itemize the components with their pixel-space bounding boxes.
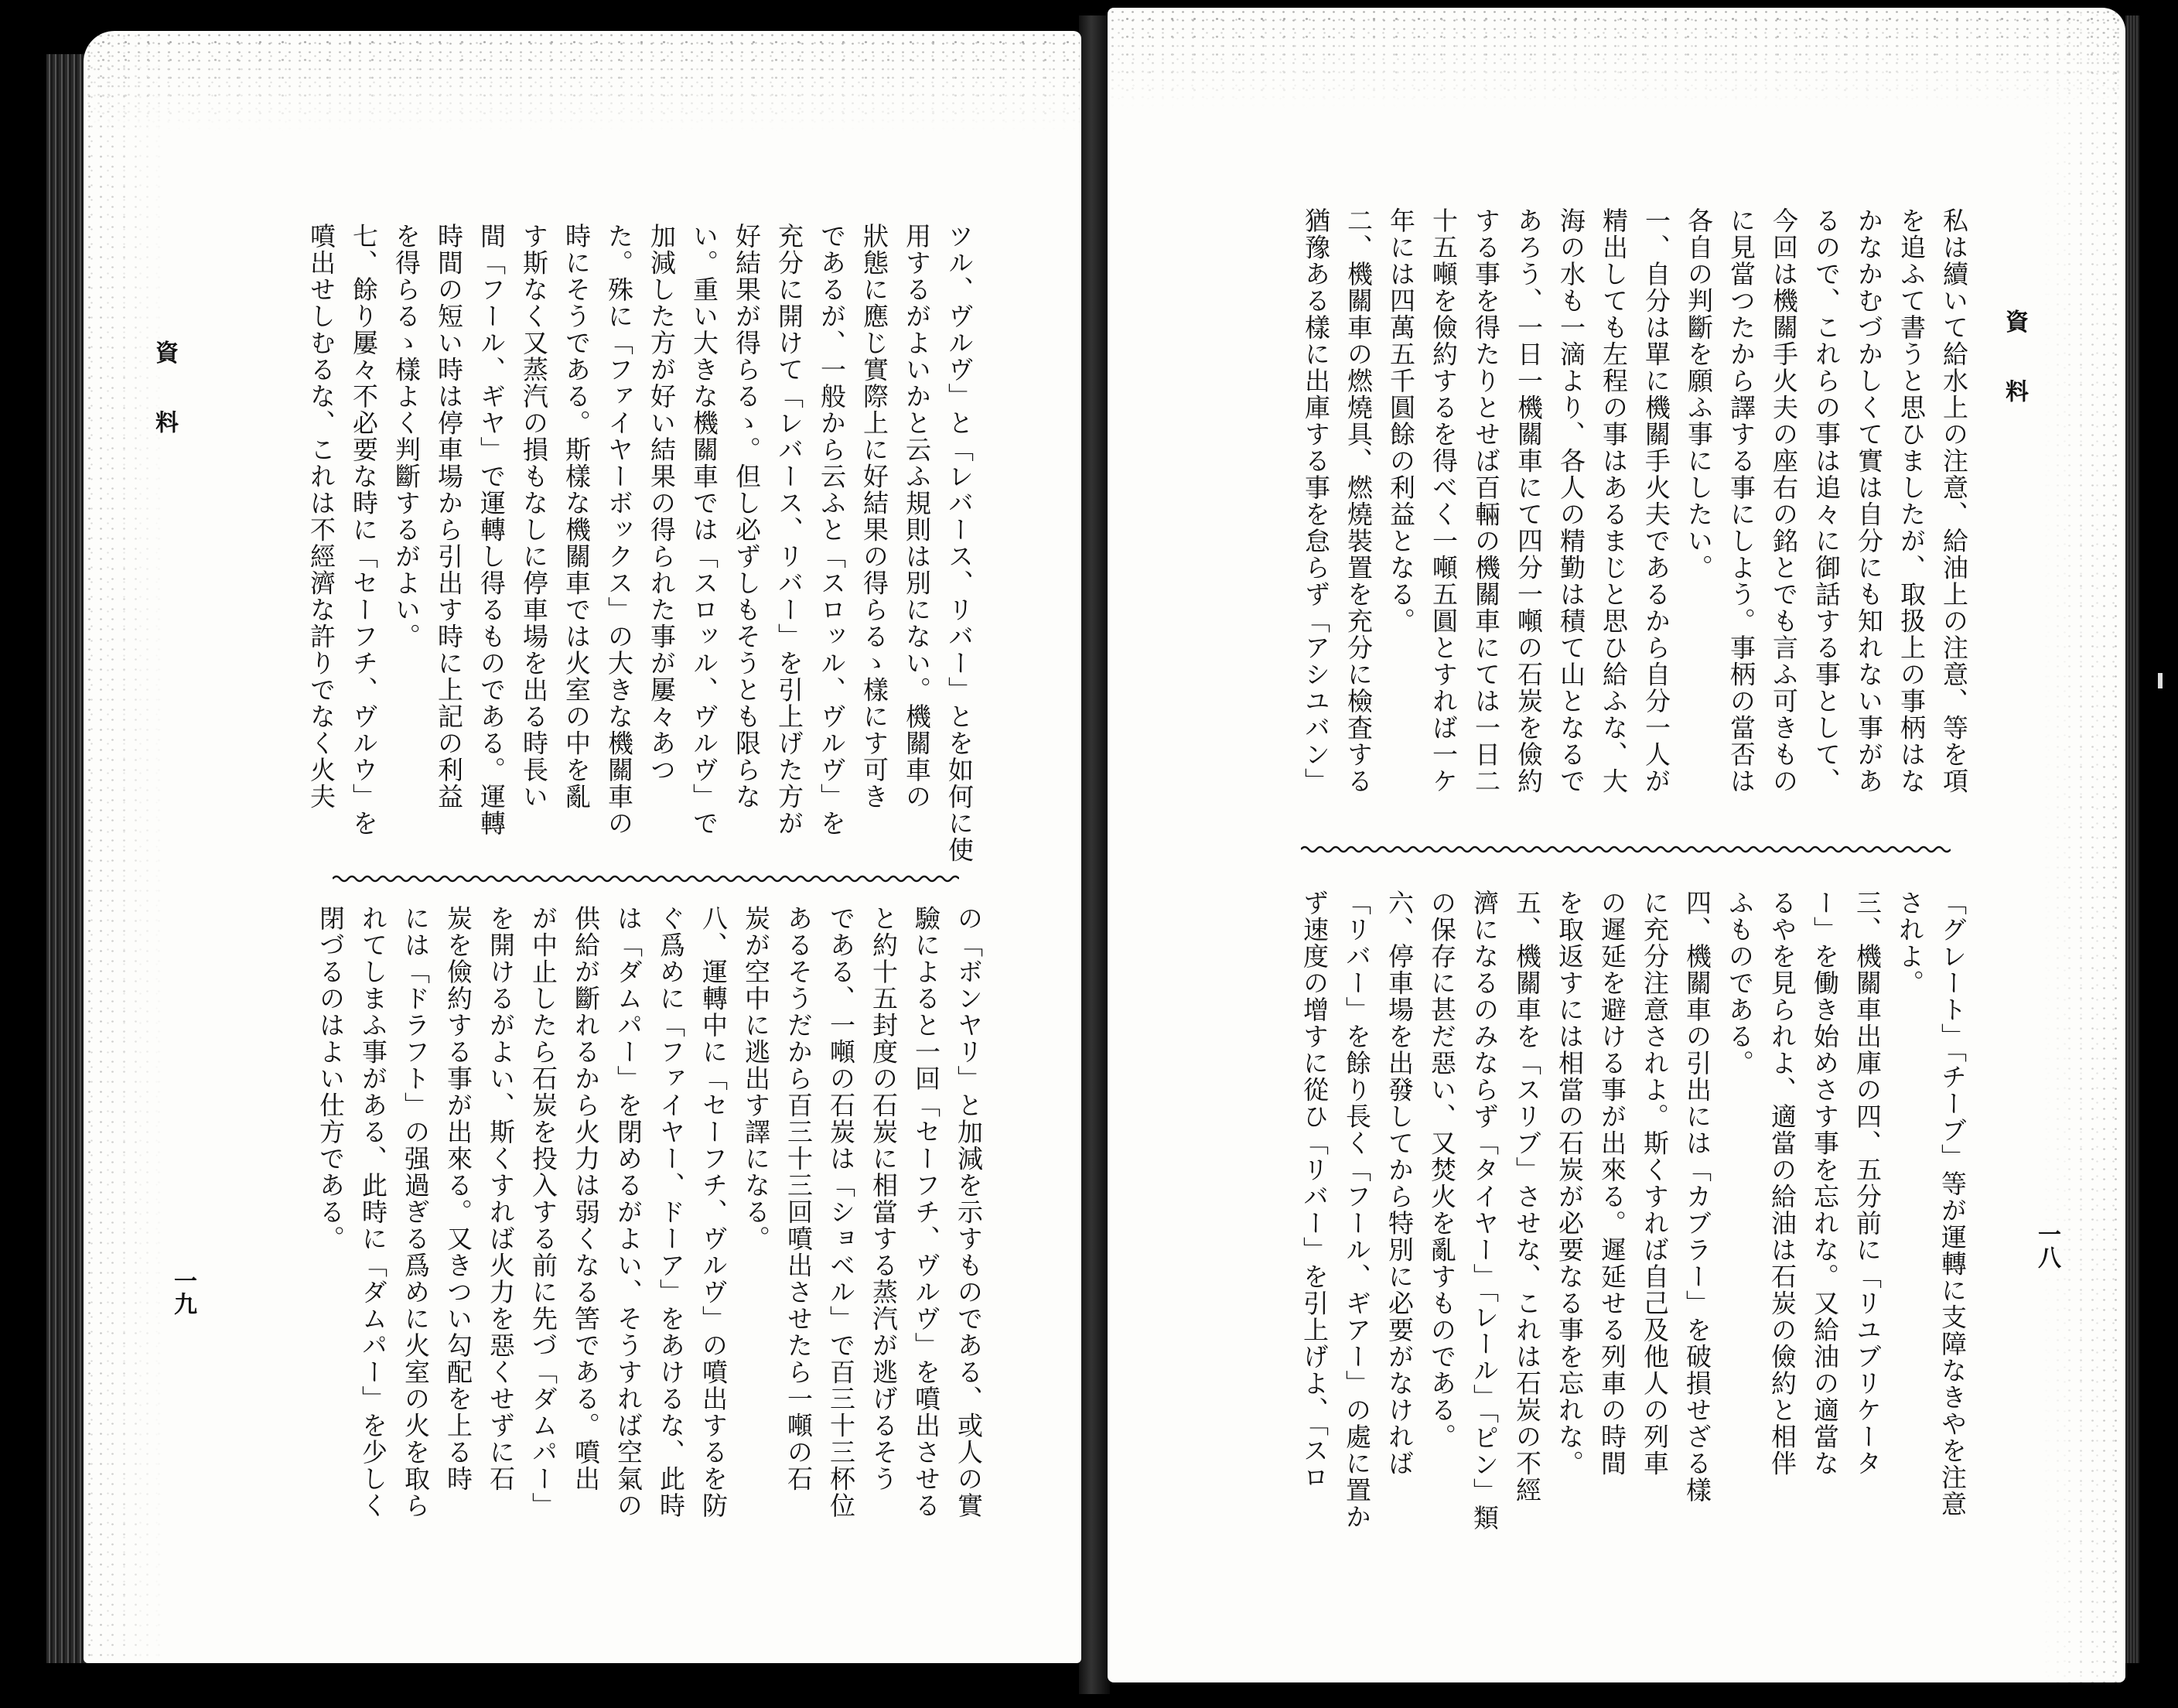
page-number: 一八	[2033, 1222, 2060, 1269]
text-line: 噴出せしむるな、これは不經濟な許りでなく火夫	[306, 223, 336, 810]
text-line: るやを見られよ、適當の給油は石炭の儉約と相伴	[1767, 890, 1797, 1477]
text-block-upper	[1194, 207, 1975, 888]
page-number: 一九	[169, 1269, 196, 1315]
text-line: 精出しても左程の事はあるまじと思ひ給ふな、大	[1599, 207, 1629, 794]
text-line: に充分注意されよ。斯くすれば自己及他人の列車	[1640, 890, 1670, 1477]
text-line: 今回は機關手火夫の座右の銘とでも言ふ可きもの	[1769, 207, 1799, 794]
page-header: 資料	[2001, 309, 2028, 449]
text-line: 驗によると一回「セーフチ、ヴルヴ」を噴出させる	[911, 905, 941, 1519]
text-line: 十五噸を儉約するを得べく一噸五圓とすれば一ケ	[1429, 207, 1459, 794]
page-noise	[84, 31, 1081, 132]
text-line: るので、これらの事は追々に御話する事として、	[1811, 207, 1842, 794]
text-line: 時にそうである。斯樣な機關車では火室の中を亂	[562, 223, 592, 810]
text-line: 四、機關車の引出には「カブラー」を破損せざる樣	[1682, 890, 1712, 1504]
text-line: ふものである。	[1725, 890, 1755, 1077]
text-line: であるが、一般から云ふと「スロッル、ヴルヴ」を	[817, 223, 847, 837]
text-line: 五、機關車を「スリブ」させな、これは石炭の不經	[1512, 890, 1542, 1504]
section-divider	[333, 874, 959, 883]
text-line: 供給が斷れるから火力は弱くなる筈である。噴出	[571, 905, 601, 1492]
text-block-upper	[200, 223, 981, 904]
text-line: れてしまふ事がある、此時に「ダムパー」を少しく	[358, 905, 388, 1519]
page-noise	[1108, 8, 2125, 108]
text-line: 私は續いて給水上の注意、給油上の注意、等を項	[1939, 207, 1969, 794]
left-page	[84, 31, 1081, 1663]
text-line: 猶豫ある樣に出庫する事を怠らず「アシユバン」	[1301, 207, 1331, 794]
text-line: を取返すには相當の石炭が必要なる事を忘れな。	[1555, 890, 1585, 1477]
text-line: に見當つたから譯する事にしよう。事柄の當否は	[1726, 207, 1756, 794]
text-line: を追ふて書うと思ひましたが、取扱上の事柄はな	[1896, 207, 1927, 794]
page-noise	[2040, 8, 2125, 1682]
text-line: ー」を働き始めさす事を忘れな。又給油の適當な	[1810, 890, 1840, 1477]
book-edge-right	[2125, 15, 2139, 1663]
text-line: 炭が空中に逃出す譯になる。	[741, 905, 771, 1252]
text-line: 狀態に應じ實際上に好結果の得らるゝ樣にす可き	[859, 223, 889, 810]
text-line: 八、運轉中に「セーフチ、ヴルヴ」の噴出するを防	[698, 905, 729, 1519]
text-line: 各自の判斷を願ふ事にしたい。	[1684, 207, 1714, 581]
text-line: 「グレート」「チーブ」等が運轉に支障なきやを注意	[1937, 890, 1968, 1518]
text-line: あるそうだから百三十三回噴出させたら一噸の石	[783, 905, 814, 1492]
text-block-lower	[209, 905, 990, 1586]
text-line: す斯なく又蒸汽の損もなしに停車場を出る時長い	[519, 223, 549, 810]
text-line: は「ダムパー」を閉めるがよい、そうすれば空氣の	[613, 905, 644, 1519]
text-line: 「リバー」を餘り長く「フール、ギアー」の處に置か	[1342, 890, 1372, 1530]
text-line: あろう、一日一機關車にて四分一噸の石炭を儉約	[1514, 207, 1544, 794]
text-line: の「ボンヤリ」と加減を示すものである、或人の實	[954, 905, 984, 1519]
text-line: が中止したら石炭を投入する前に先づ「ダムパー」	[528, 905, 558, 1519]
text-line: 好結果が得らるゝ。但し必ずしもそうとも限らな	[732, 223, 762, 810]
text-line: を得らるゝ樣よく判斷するがよい。	[391, 223, 422, 650]
text-line: 二、機關車の燃燒具、燃燒裝置を充分に檢査する	[1343, 207, 1374, 794]
text-line: 六、停車場を出發してから特別に必要がなければ	[1384, 890, 1415, 1477]
text-line: と約十五封度の石炭に相當する蒸汽が逃げるそう	[869, 905, 899, 1492]
text-line: ず速度の增すに從ひ「リバー」を引上げよ、「スロ	[1299, 890, 1330, 1491]
text-line: 濟になるのみならず「タイヤー」「レール」「ピン」類	[1470, 890, 1500, 1532]
text-line: 時間の短い時は停車場から引出す時に上記の利益	[434, 223, 464, 810]
text-line: の遲延を避ける事が出來る。遲延せる列車の時間	[1597, 890, 1627, 1477]
text-line: 間「フール、ギヤ」で運轉し得るものである。運轉	[476, 223, 507, 837]
text-line: である、一噸の石炭は「ショベル」で百三十三杯位	[826, 905, 856, 1519]
text-line: 七、餘り屢々不必要な時に「セーフチ、ヴルウ」を	[349, 223, 379, 837]
text-block-lower	[1193, 890, 1974, 1570]
text-line: されよ。	[1895, 890, 1925, 996]
text-line: い。重い大きな機關車では「スロッル、ヴルヴ」で	[689, 223, 719, 837]
text-line: 三、機關車出庫の四、五分前に「リユブリケータ	[1852, 890, 1883, 1477]
text-line: 充分に開けて「レバース、リバー」を引上げた方が	[774, 223, 804, 837]
text-line: た。殊に「ファイヤーボックス」の大きな機關車の	[604, 223, 634, 837]
text-line: を開けるがよい、斯くすれば火力を惡くせずに石	[486, 905, 516, 1492]
text-line: には「ドラフト」の强過ぎる爲めに火室の火を取ら	[401, 905, 431, 1519]
right-page	[1108, 8, 2125, 1682]
text-line: 炭を儉約する事が出來る。又きつい勾配を上る時	[443, 905, 473, 1492]
page-header: 資料	[151, 340, 178, 480]
text-line: 加減した方が好い結果の得られた事が屢々あつ	[647, 223, 677, 784]
text-line: 一、自分は單に機關手火夫であるから自分一人が	[1641, 207, 1671, 794]
book-spine	[1079, 15, 1110, 1694]
text-line: 海の水も一滴より、各人の精勤は積て山となるで	[1556, 207, 1586, 794]
margin-tick	[2158, 673, 2163, 688]
text-line: かなかむづかしくて實は自分にも知れない事があ	[1854, 207, 1884, 794]
page-noise	[84, 31, 169, 1663]
text-line: 閉づるのはよい仕方である。	[316, 905, 346, 1252]
text-line: ツル、ヴルヴ」と「レバース、リバー」とを如何に使	[944, 223, 975, 863]
text-line: ぐ爲めに「ファイヤー、ドーア」をあけるな、此時	[656, 905, 686, 1519]
text-line: する事を得たりとせば百輛の機關車にては一日二	[1471, 207, 1501, 794]
section-divider	[1301, 845, 1951, 854]
text-line: 年には四萬五千圓餘の利益となる。	[1386, 207, 1416, 634]
text-line: 用するがよいかと云ふ規則は別にない。機關車の	[902, 223, 932, 810]
text-line: の保存に甚だ惡い、又焚火を亂すものである。	[1427, 890, 1457, 1450]
